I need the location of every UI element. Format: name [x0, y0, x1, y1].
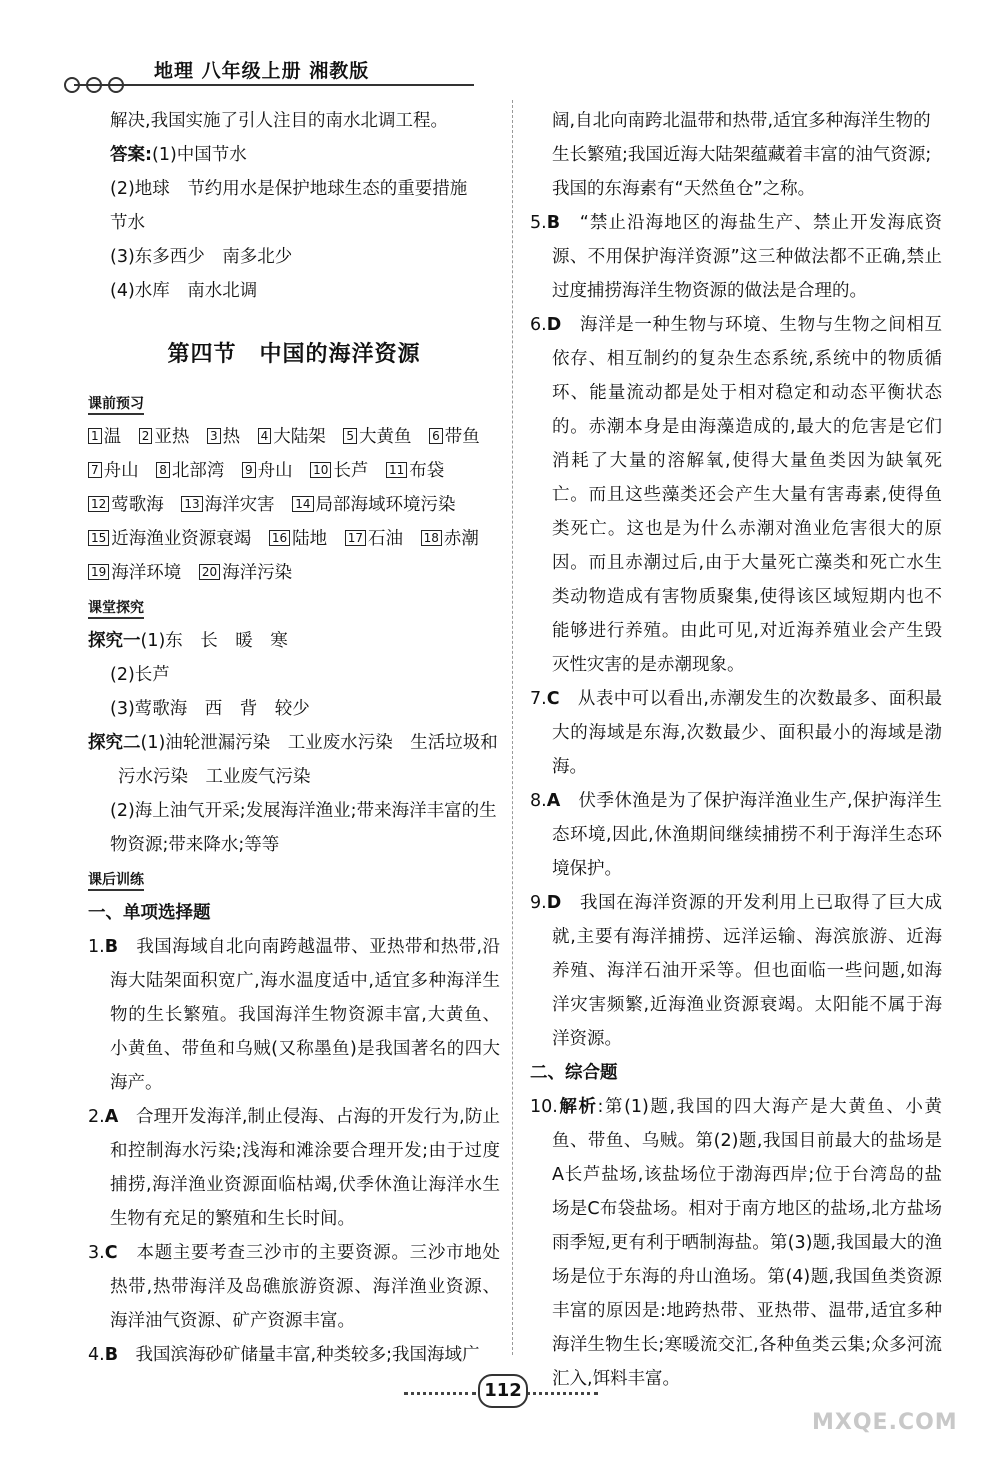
- question-item: 6.D 海洋是一种生物与环境、生物与生物之间相互依存、相互制约的复杂生态系统,系统中的物质循环、能量流动都是处于相对稳定和动态平衡状态的。赤潮本身是由海藻造成的,最大的危害是它们消耗了大量的溶解氧,使得大量鱼类因为缺氧死亡。而且这些藻类还会产生大量有害毒素,使得鱼类死亡。这也是为什么赤潮对渔业危害很大的原因。而且赤潮过后,由于大量死亡藻类和死亡水生类动物造成有害物质聚集,使得该区域短期内也不能够进行养殖。由此可见,对近海养殖业会产生毁灭性灾害的是赤潮现象。: [530, 315, 943, 675]
- preview-answer: [88, 563, 181, 583]
- tag-training: 课后训练: [88, 871, 144, 891]
- preview-answer: [258, 427, 326, 447]
- answer-number-box: 18: [421, 530, 442, 546]
- explore-line: (2)海上油气开采;发展海洋渔业;带来海洋丰富的生物资源;带来降水;等等: [110, 801, 497, 855]
- answer-number-box: 11: [386, 462, 407, 478]
- answer-text: 海洋污染: [222, 563, 293, 583]
- question-item: 3.C 本题主要考查三沙市的主要资源。三沙市地处热带,热带海洋及岛礁旅游资源、海洋渔业资源、海洋油气资源、矿产资源丰富。: [88, 1243, 501, 1331]
- question-item: 1.B 我国海域自北向南跨越温带、亚热带和热带,沿海大陆架面积宽广,海水温度适中,适宜多种海洋生物的生长繁殖。我国海洋生物资源丰富,大黄鱼、小黄鱼、带鱼和乌贼(又称墨鱼)是我国著名的四大海产。: [88, 937, 501, 1093]
- question-item: 10.解析:第(1)题,我国的四大海产是大黄鱼、小黄鱼、带鱼、乌贼。第(2)题,我国目前最大的盐场是A长芦盐场,该盐场位于渤海西岸;位于台湾岛的盐场是C布袋盐场。相对于南方地区的盐场,北方盐场雨季短,更有利于晒制海盐。第(3)题,我国最大的渔场是位于东海的舟山渔场。第(4)题,我国鱼类资源丰富的原因是:地跨热带、亚热带、温带,适宜多种海洋生物生长;寒暖流交汇,各种鱼类云集;众多河流汇入,饵料丰富。: [530, 1097, 942, 1389]
- question-item: 5.B “禁止沿海地区的海盐生产、禁止开发海底资源、不用保护海洋资源”这三种做法都不正确,禁止过度捕捞海洋生物资源的做法是合理的。: [530, 213, 942, 301]
- preview-answer: [345, 529, 403, 549]
- watermark: MXQE.COM: [812, 1410, 958, 1435]
- part-title: 一、单项选择题: [88, 903, 211, 923]
- answer-number-box: 17: [345, 530, 366, 546]
- answer-line: 节水: [110, 213, 145, 233]
- page-footer: [0, 1370, 1000, 1410]
- answer-number-box: 19: [88, 564, 109, 580]
- question-item: 8.A 伏季休渔是为了保护海洋渔业生产,保护海洋生态环境,因此,休渔期间继续捕捞不利于海洋生态环境保护。: [530, 791, 943, 879]
- answer-text: 近海渔业资源衰竭: [111, 529, 252, 549]
- preview-answer: [199, 563, 292, 583]
- explore-line: 探究二(1)油轮泄漏污染 工业废水污染 生活垃圾和污水污染 工业废气污染: [88, 733, 498, 787]
- question-item: 2.A 合理开发海洋,制止侵海、占海的开发行为,防止和控制海水污染;浅海和滩涂要合理开发;由于过度捕捞,海洋渔业资源面临枯竭,伏季休渔让海洋水生生物有充足的繁殖和生长时间。: [88, 1107, 501, 1229]
- column-divider: [512, 100, 513, 1355]
- preview-answer: [88, 529, 251, 549]
- answer-text: 温: [103, 427, 122, 447]
- preview-answer: [88, 427, 121, 447]
- question-continuation: 阔,自北向南跨北温带和热带,适宜多种海洋生物的生长繁殖;我国近海大陆架蕴藏着丰富的油气资源;我国的东海素有“天然鱼仓”之称。: [552, 111, 932, 199]
- answer-line: (2)地球 节约用水是保护地球生态的重要措施: [110, 179, 468, 199]
- answer-text: 长芦: [333, 461, 369, 481]
- answer-text: 局部海域环境污染: [315, 495, 456, 515]
- answer-text: 陆地: [292, 529, 328, 549]
- answer-text: 大陆架: [273, 427, 326, 447]
- header-title: 地理 八年级上册 湘教版: [154, 60, 370, 82]
- answer-number-box: 2: [139, 428, 153, 444]
- part-title: 二、综合题: [530, 1063, 618, 1083]
- answer-text: 舟山: [257, 461, 293, 481]
- answer-line: (4)水库 南水北调: [110, 281, 258, 301]
- preview-answer: [421, 529, 479, 549]
- answer-text: 热: [222, 427, 241, 447]
- right-column: [530, 104, 942, 1396]
- answer-text: 石油: [368, 529, 403, 549]
- answer-number-box: 12: [88, 496, 109, 512]
- answer-text: 北部湾: [171, 461, 225, 481]
- answer-number-box: 15: [88, 530, 109, 546]
- footer-dots: [526, 1392, 598, 1395]
- answer-number-box: 14: [292, 496, 313, 512]
- answer-number-box: 3: [207, 428, 221, 444]
- answer-number-box: 13: [181, 496, 202, 512]
- preview-answer: [242, 461, 293, 481]
- preview-answer: [139, 427, 190, 447]
- preview-answer: [343, 427, 411, 447]
- header-rule: [74, 84, 474, 86]
- answer-line: 答案:(1)中国节水: [110, 145, 247, 165]
- left-column: [88, 104, 500, 1372]
- question-item: 9.D 我国在海洋资源的开发利用上已取得了巨大成就,主要有海洋捕捞、远洋运输、海滨旅游、近海养殖、海洋石油开采等。但也面临一些问题,如海洋灾害频繁,近海渔业资源衰竭。太阳能不属于海洋资源。: [530, 893, 943, 1049]
- answer-number-box: 16: [269, 530, 290, 546]
- answer-number-box: 6: [429, 428, 443, 444]
- answer-text: 带鱼: [444, 427, 480, 447]
- explore-line: (2)长芦: [110, 665, 170, 685]
- question-item: 4.B 我国滨海砂矿储量丰富,种类较多;我国海域广: [88, 1345, 480, 1365]
- preview-answer: [310, 461, 368, 481]
- intro-text: 解决,我国实施了引人注目的南水北调工程。: [110, 111, 449, 131]
- answer-number-box: 20: [199, 564, 220, 580]
- tag-explore: 课堂探究: [88, 599, 144, 619]
- answer-text: 海洋灾害: [204, 495, 275, 515]
- answer-number-box: 10: [310, 462, 331, 478]
- footer-dots: [404, 1392, 476, 1395]
- question-item: 7.C 从表中可以看出,赤潮发生的次数最多、面积最大的海域是东海,次数最少、面积最小的海域是渤海。: [530, 689, 943, 777]
- answer-number-box: 1: [88, 428, 102, 444]
- answer-number-box: 4: [258, 428, 272, 444]
- preview-answer: [429, 427, 480, 447]
- answer-number-box: 8: [156, 462, 170, 478]
- answer-text: 舟山: [103, 461, 139, 481]
- page-number: 112: [478, 1374, 528, 1408]
- preview-answer: [386, 461, 444, 481]
- answer-text: 大黄鱼: [359, 427, 412, 447]
- answer-text: 布袋: [409, 461, 445, 481]
- explore-line: (3)莺歌海 西 背 较少: [110, 699, 310, 719]
- answer-label: 答案:: [110, 145, 152, 165]
- section-title: 第四节 中国的海洋资源: [167, 342, 421, 367]
- preview-answer: [88, 495, 164, 515]
- preview-answer: [88, 461, 139, 481]
- answer-number-box: 9: [242, 462, 256, 478]
- page-header: [60, 56, 480, 96]
- tag-preview: 课前预习: [88, 395, 144, 415]
- preview-answers: [88, 420, 500, 590]
- preview-answer: [156, 461, 224, 481]
- answer-number-box: 7: [88, 462, 102, 478]
- preview-answer: [292, 495, 455, 515]
- preview-answer: [269, 529, 327, 549]
- answer-number-box: 5: [343, 428, 357, 444]
- answer-text: 赤潮: [443, 529, 479, 549]
- explore-line: 探究一(1)东 长 暖 寒: [88, 631, 288, 651]
- answer-text: 海洋环境: [111, 563, 182, 583]
- answer-text: 亚热: [154, 427, 190, 447]
- preview-answer: [207, 427, 240, 447]
- preview-answer: [181, 495, 274, 515]
- answer-line: (3)东多西少 南多北少: [110, 247, 293, 267]
- answer-text: 莺歌海: [111, 495, 164, 515]
